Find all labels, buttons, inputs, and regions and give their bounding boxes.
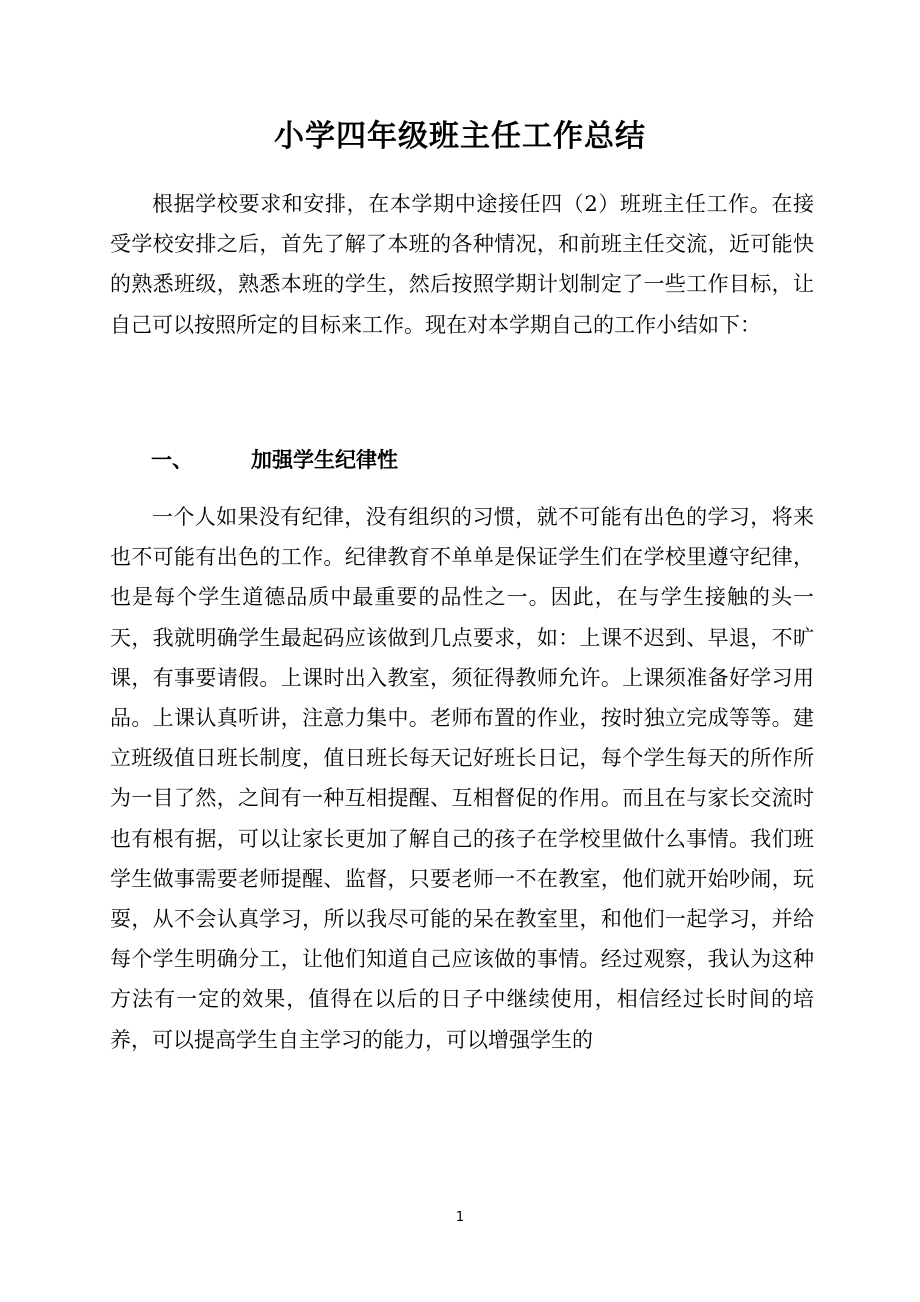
section-heading-number: 一、 [151, 448, 193, 472]
document-title: 小学四年级班主任工作总结 [274, 119, 646, 154]
discipline-paragraph: 一个人如果没有纪律，没有组织的习惯，就不可能有出色的学习，将来也不可能有出色的工作。纪律教育不单单是保证学生们在学校里遵守纪律，也是每个学生道德品质中最重要的品性之一。因此，在与学生接触的头一天，我就明确学生最起码应该做到几点要求，如：上课不迟到、早退，不旷课，有事要请假。上课时出入教室，须征得教师允许。上课须准备好学习用品。上课认真听讲，注意力集中。老师布置的作业，按时独立完成等等。建立班级值日班长制度，值日班长每天记好班长日记，每个学生每天的所作所为一目了然，之间有一种互相提醒、互相督促的作用。而且在与家长交流时也有根有据，可以让家长更加了解自己的孩子在学校里做什么事情。我们班学生做事需要老师提醒、监督，只要老师一不在教室，他们就开始吵闹，玩耍，从不会认真学习，所以我尽可能的呆在教室里，和他们一起学习，并给每个学生明确分工，让他们知道自己应该做的事情。经过观察，我认为这种方法有一定的效果，值得在以后的日子中继续使用，相信经过长时间的培养，可以提高学生自主学习的能力，可以增强学生的 [110, 505, 814, 1052]
section-heading-text: 加强学生纪律性 [251, 448, 398, 472]
intro-paragraph: 根据学校要求和安排，在本学期中途接任四（2）班班主任工作。在接受学校安排之后，首先了解了本班的各种情况，和前班主任交流，近可能快的熟悉班级，熟悉本班的学生，然后按照学期计划制定了一些工作目标，让自己可以按照所定的目标来工作。现在对本学期自己的工作小结如下： [110, 192, 814, 337]
page-number: 1 [455, 1210, 465, 1225]
section-heading [151, 440, 398, 480]
